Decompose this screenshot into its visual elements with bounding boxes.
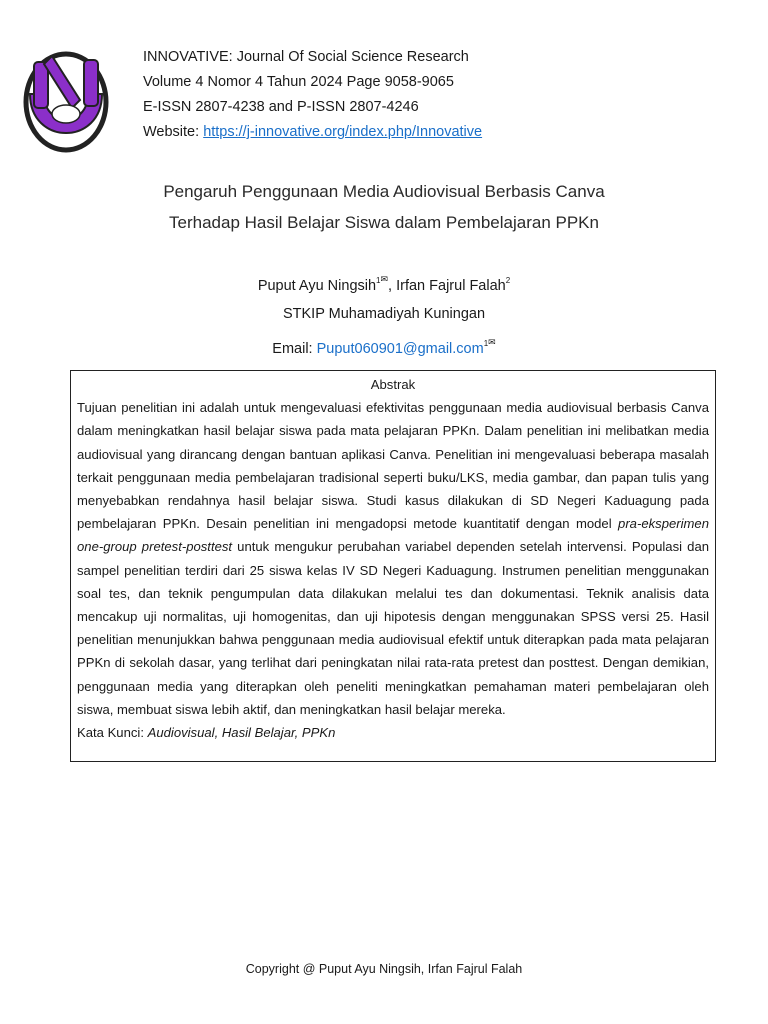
keywords-label: Kata Kunci:	[77, 725, 148, 741]
keywords-values: Audiovisual, Hasil Belajar, PPKn	[147, 725, 336, 741]
website-line	[143, 120, 482, 145]
author-line	[0, 265, 768, 300]
abstract-box	[70, 370, 716, 762]
email-link[interactable]: Puput060901@gmail.com	[316, 341, 484, 357]
journal-name: INNOVATIVE: Journal Of Social Science Research	[143, 49, 469, 65]
title-line-2: Terhadap Hasil Belajar Siswa dalam Pembelajaran PPKn	[169, 213, 599, 232]
paper-title	[0, 176, 768, 238]
website-link[interactable]: https://j-innovative.org/index.php/Innovative	[203, 124, 483, 140]
author-2: Irfan Fajrul Falah	[396, 278, 506, 294]
email-mark: 1	[483, 339, 489, 348]
author-separator: ,	[388, 278, 397, 294]
title-line-1: Pengaruh Penggunaan Media Audiovisual Berbasis Canva	[163, 182, 605, 201]
envelope-icon: ✉	[488, 337, 496, 347]
issn-line: E-ISSN 2807-4238 and P-ISSN 2807-4246	[143, 99, 419, 115]
abstract-text	[77, 396, 709, 721]
affiliation: STKIP Muhamadiyah Kuningan	[282, 306, 486, 322]
journal-logo-graphic	[22, 50, 110, 154]
keywords-line	[77, 721, 709, 744]
email-label: Email:	[272, 341, 317, 357]
author-1: Puput Ayu Ningsih	[257, 278, 377, 294]
author-block	[0, 265, 768, 363]
abstract-text-part-2: untuk mengukur perubahan variabel dependen setelah intervensi. Populasi dan sampel penelitian terdiri dari 25 siswa kelas IV SD Negeri Kaduagung. Instrumen penelitian menggunakan soal tes, dan teknik pengumpulan data dilakukan melalui tes dan dokumentasi. Teknik analisis data mencakup uji normalitas, uji homogenitas, dan uji hipotesis dengan menggunakan SPSS versi 25. Hasil penelitian menunjukkan bahwa penggunaan media audiovisual efektif untuk diterapkan pada mata pelajaran PPKn di sekolah dasar, yang terlihat dari peningkatan nilai rata-rata pretest dan posttest. Dengan demikian, penggunaan media yang diterapkan oleh peneliti meningkatkan pemahaman materi pembelajaran oleh siswa, membuat siswa lebih aktif, dan meningkatkan hasil belajar mereka.	[77, 539, 710, 717]
abstract-text-part-1: Tujuan penelitian ini adalah untuk mengevaluasi efektivitas penggunaan media audiovisual berbasis Canva dalam meningkatkan hasil belajar siswa pada mata pelajaran PPKn. Dalam penelitian ini melibatkan media audiovisual yang dirancang dengan bantuan aplikasi Canva. Penelitian ini mengevaluasi beberapa masalah terkait penggunaan media pembelajaran tradisional seperti buku/LKS, media gambar, dan papan tulis yang menyebabkan rendahnya hasil belajar siswa. Studi kasus dilakukan di SD Negeri Kaduagung pada pembelajaran PPKn. Desain penelitian ini mengadopsi metode kuantitatif dengan model	[77, 400, 709, 532]
author-2-mark: 2	[505, 276, 511, 285]
email-line	[0, 328, 768, 363]
author-1-mark: 1	[376, 276, 381, 285]
envelope-icon: ✉	[380, 274, 389, 284]
journal-info	[143, 45, 482, 145]
copyright-footer: Copyright @ Puput Ayu Ningsih, Irfan Fajrul Falah	[245, 962, 523, 976]
abstract-heading: Abstrak	[370, 377, 416, 392]
volume-line: Volume 4 Nomor 4 Tahun 2024 Page 9058-9065	[143, 74, 454, 90]
abstract-text-italic: pra-eksperimen one-group pretest-posttest	[77, 516, 709, 555]
website-label: Website:	[143, 124, 204, 140]
journal-logo	[22, 50, 110, 154]
